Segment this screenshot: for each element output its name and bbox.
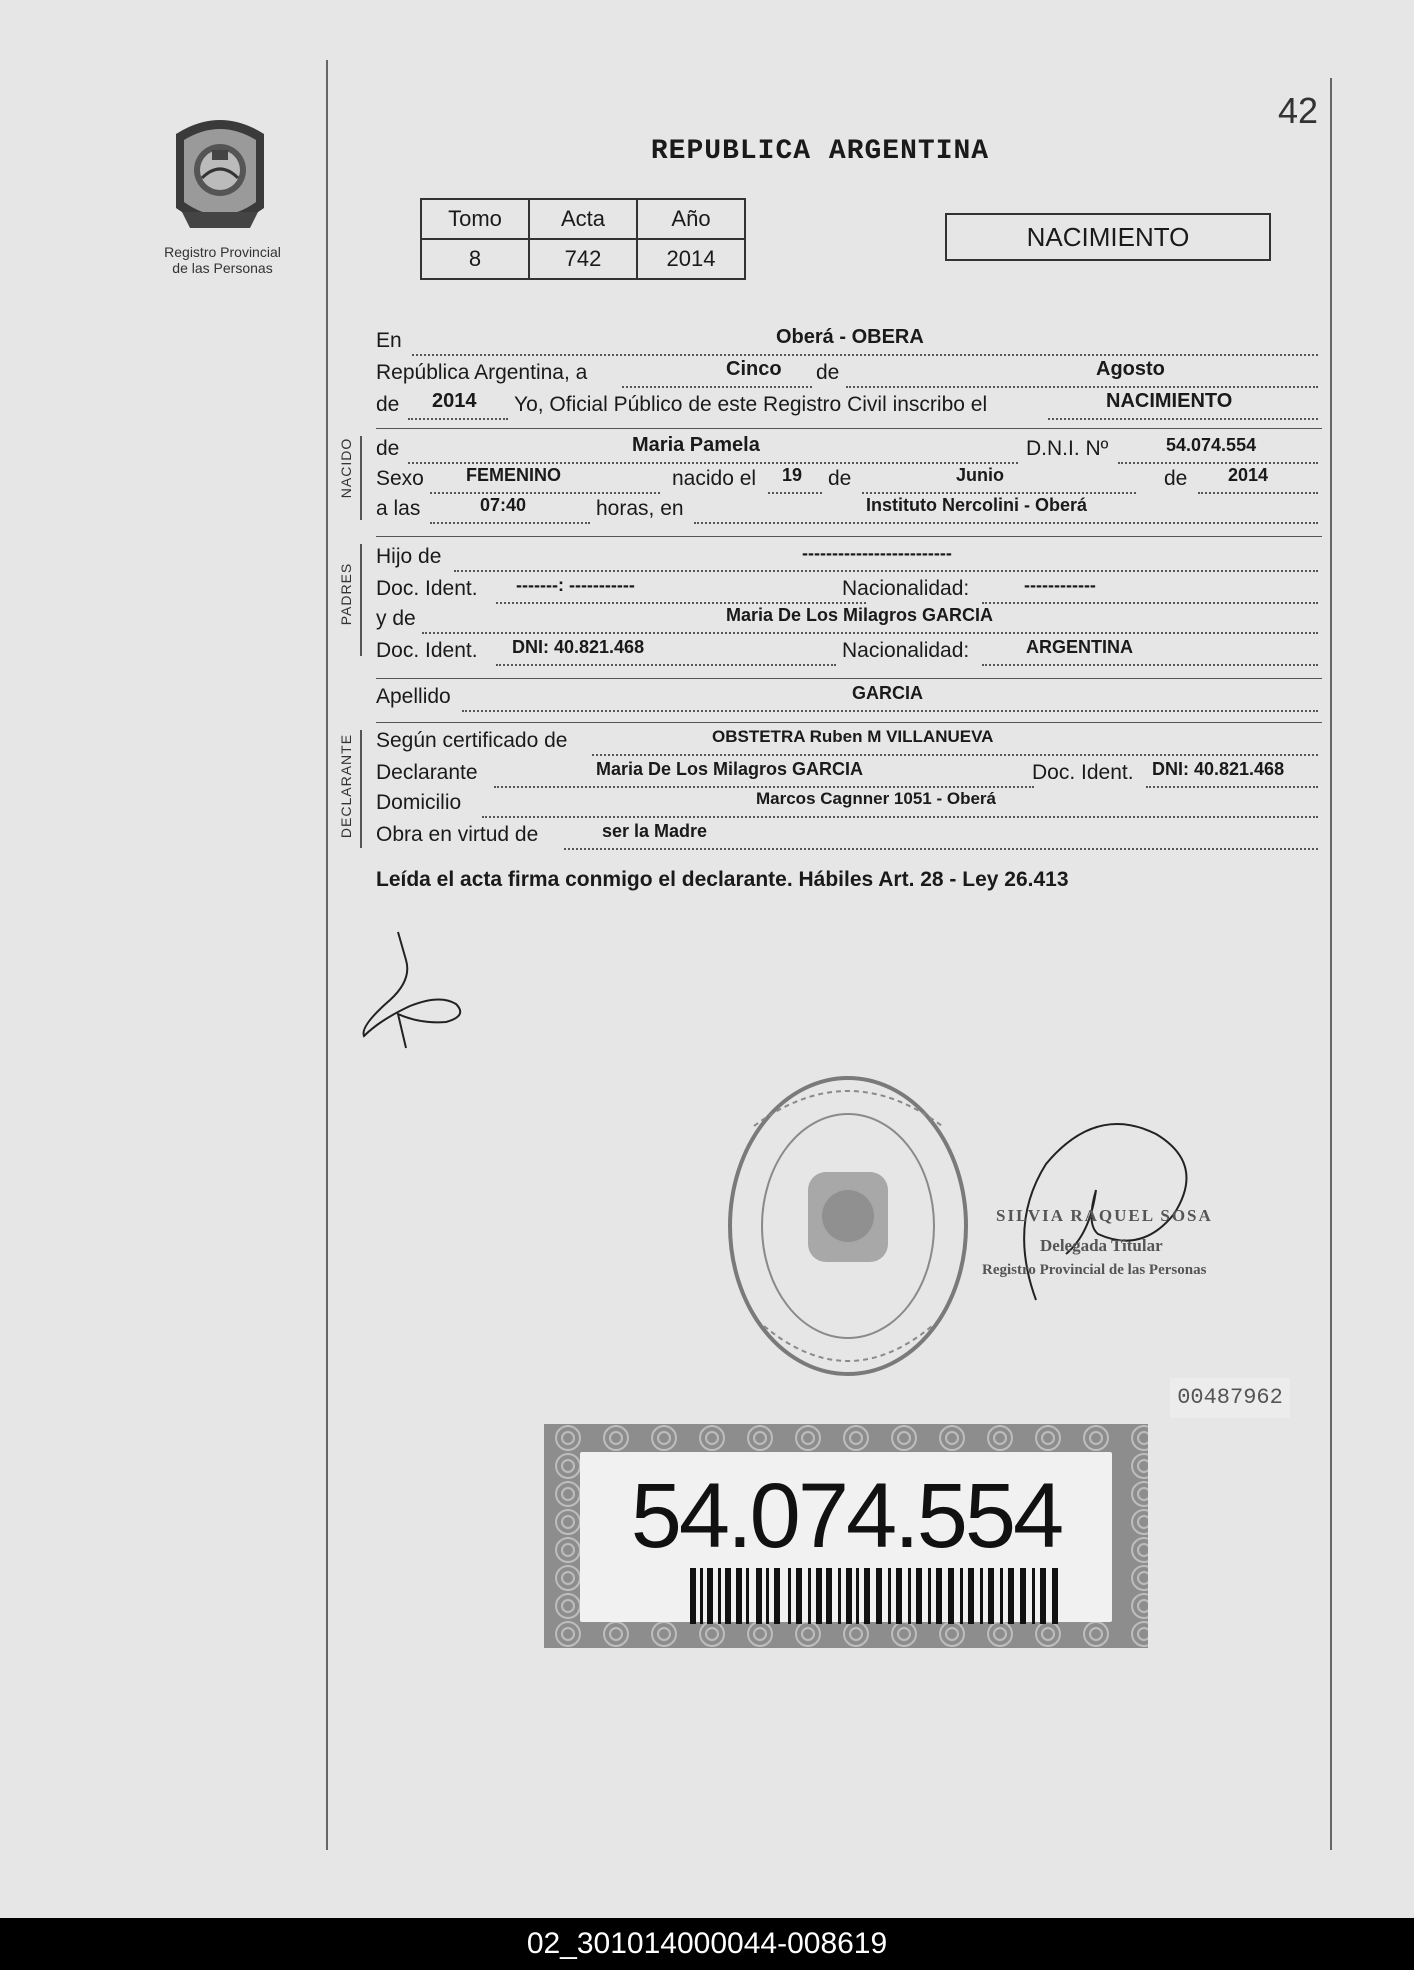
hijo-de-label: Hijo de — [376, 545, 442, 568]
birth-year-value: 2014 — [1228, 465, 1269, 485]
left-margin-line — [326, 60, 328, 1850]
father-doc-value: -------: ----------- — [516, 575, 635, 595]
republica-label: República Argentina, a — [376, 361, 588, 384]
declarante-label: Declarante — [376, 761, 478, 784]
register-value-ano: 2014 — [637, 239, 745, 279]
organization-label — [140, 244, 305, 276]
domicilio-label: Domicilio — [376, 791, 462, 814]
organization-line2: de las Personas — [172, 260, 273, 276]
section-label-padres: PADRES — [338, 562, 354, 626]
dni-label: D.N.I. Nº — [1026, 437, 1109, 460]
register-header-acta: Acta — [529, 199, 637, 239]
serial-number: 00487962 — [1170, 1378, 1290, 1418]
page-number: 42 — [1278, 90, 1319, 131]
barcode — [690, 1568, 1060, 1624]
de-label-1: de — [816, 361, 840, 384]
row-place — [376, 326, 1320, 356]
domicilio-value: Marcos Cagnner 1051 - Oberá — [756, 789, 996, 808]
horas-label: horas, en — [596, 497, 684, 520]
declarant-signature — [350, 930, 500, 1060]
row-nacido-time — [376, 494, 1320, 524]
dni-sticker — [544, 1424, 1148, 1648]
footer-document-id: 02_301014000044-008619 — [0, 1918, 1414, 1970]
obra-label: Obra en virtud de — [376, 823, 539, 846]
register-value-acta: 742 — [529, 239, 637, 279]
time-value: 07:40 — [480, 495, 527, 515]
register-table — [420, 198, 746, 280]
row-date — [376, 358, 1320, 388]
row-domicilio — [376, 788, 1320, 818]
right-margin-line — [1330, 78, 1332, 1850]
mother-doc-label: Doc. Ident. — [376, 639, 478, 662]
mother-doc-value: DNI: 40.821.468 — [512, 637, 645, 657]
row-father — [376, 542, 1320, 572]
section-label-nacido: NACIDO — [338, 437, 354, 499]
father-doc-label: Doc. Ident. — [376, 577, 478, 600]
official-name: SILVIA RAQUEL SOSA — [996, 1206, 1213, 1225]
sexo-label: Sexo — [376, 467, 424, 490]
mother-nationality-label: Nacionalidad: — [842, 639, 970, 662]
register-header-tomo: Tomo — [421, 199, 529, 239]
section-label-declarante: DECLARANTE — [338, 733, 354, 839]
de-label-2: de — [376, 393, 400, 416]
register-header-ano: Año — [637, 199, 745, 239]
event-value: NACIMIENTO — [1106, 390, 1233, 412]
year-value: 2014 — [432, 390, 477, 412]
month-value: Agosto — [1096, 358, 1165, 380]
province-emblem-logo — [168, 112, 272, 234]
father-nationality-label: Nacionalidad: — [842, 577, 970, 600]
birth-day-value: 19 — [782, 465, 803, 485]
certificado-label: Según certificado de — [376, 729, 568, 752]
row-obra — [376, 820, 1320, 850]
declarante-name-value: Maria De Los Milagros GARCIA — [596, 759, 864, 779]
mother-value: Maria De Los Milagros GARCIA — [726, 605, 994, 625]
nacido-dni-value: 54.074.554 — [1166, 435, 1257, 455]
certificate-type-box: NACIMIENTO — [945, 213, 1271, 261]
dni-sticker-number: 54.074.554 — [630, 1465, 1062, 1567]
father-nationality-value: ------------ — [1024, 575, 1096, 595]
row-mother-doc — [376, 636, 1320, 666]
obra-value: ser la Madre — [602, 821, 708, 841]
birth-month-value: Junio — [956, 465, 1004, 485]
birth-de-label: de — [828, 467, 852, 490]
y-de-label: y de — [376, 607, 416, 630]
row-certificado — [376, 726, 1320, 756]
sexo-value: FEMENINO — [466, 465, 562, 485]
declarante-doc-label: Doc. Ident. — [1032, 761, 1134, 784]
register-value-tomo: 8 — [421, 239, 529, 279]
official-organization: Registro Provincial de las Personas — [982, 1262, 1207, 1278]
official-seal — [724, 1066, 974, 1386]
row-mother — [376, 604, 1320, 634]
row-apellido — [376, 682, 1320, 712]
birth-de-label-2: de — [1164, 467, 1188, 490]
place-value: Oberá - OBERA — [776, 326, 924, 348]
mother-nationality-value: ARGENTINA — [1026, 637, 1133, 657]
official-title: Delegada Titular — [1040, 1236, 1163, 1255]
declarante-doc-value: DNI: 40.821.468 — [1152, 759, 1285, 779]
day-value: Cinco — [726, 358, 782, 380]
nacido-el-label: nacido el — [672, 467, 757, 490]
organization-line1: Registro Provincial — [164, 244, 281, 260]
nacido-de-label: de — [376, 437, 400, 460]
apellido-label: Apellido — [376, 685, 451, 708]
father-value: ------------------------- — [802, 543, 952, 563]
oficial-text: Yo, Oficial Público de este Registro Civil inscribo el — [514, 393, 988, 416]
nacido-name-value: Maria Pamela — [632, 434, 760, 456]
closing-statement: Leída el acta firma conmigo el declarante. Hábiles Art. 28 - Ley 26.413 — [376, 868, 1069, 891]
row-year — [376, 390, 1320, 420]
alas-label: a las — [376, 497, 421, 520]
certificado-value: OBSTETRA Ruben M VILLANUEVA — [712, 727, 994, 746]
sticker-label — [580, 1452, 1112, 1622]
apellido-value: GARCIA — [852, 683, 923, 703]
document-title: REPUBLICA ARGENTINA — [650, 136, 990, 167]
birth-place-value: Instituto Nercolini - Oberá — [866, 495, 1088, 515]
en-label: En — [376, 329, 402, 352]
